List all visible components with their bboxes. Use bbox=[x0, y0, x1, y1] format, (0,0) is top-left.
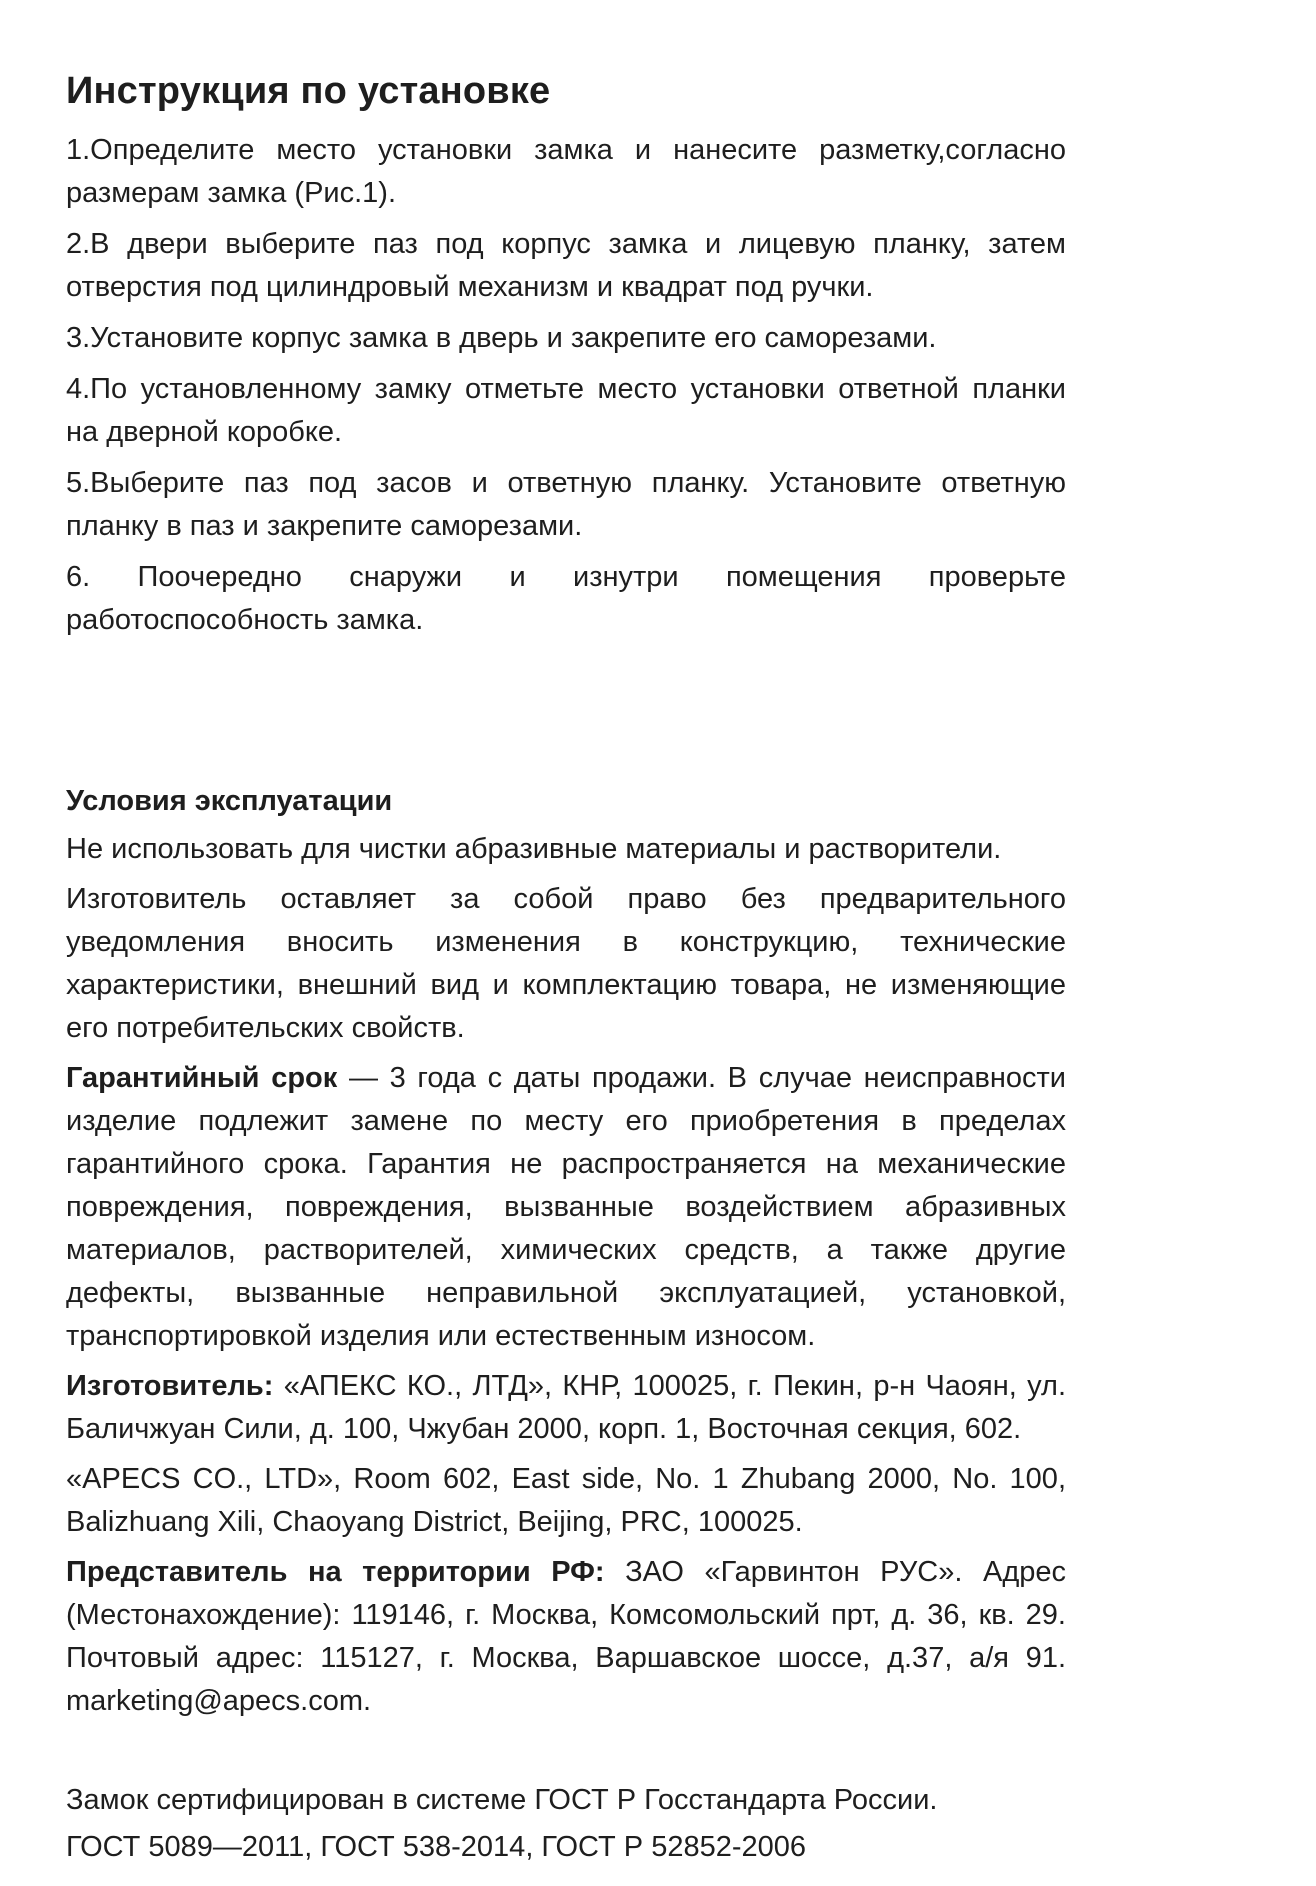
usage-conditions-section bbox=[66, 785, 1066, 1723]
installation-step-2: 2.В двери выберите паз под корпус замка и лицевую планку, затем отверстия под цилиндровый механизм и квадрат под ручки. bbox=[66, 228, 1066, 303]
manufacturer-english-paragraph: «APECS CO., LTD», Room 602, East side, No. 1 Zhubang 2000, No. 100, Balizhuang Xili, Chaoyang District, Beijing, PRC, 100025. bbox=[66, 1463, 1066, 1538]
manufacturer-lead-label: Изготовитель: bbox=[66, 1370, 274, 1402]
manufacturer-paragraph bbox=[66, 1365, 1066, 1451]
installation-steps bbox=[66, 129, 1066, 642]
installation-step-3: 3.Установите корпус замка в дверь и закрепите его саморезами. bbox=[66, 322, 937, 354]
warranty-paragraph bbox=[66, 1057, 1066, 1358]
cleaning-note: Не использовать для чистки абразивные материалы и растворители. bbox=[66, 833, 1002, 865]
installation-step-1: 1.Определите место установки замка и нанесите разметку,согласно размерам замка (Рис.1). bbox=[66, 134, 1066, 209]
gost-standards-line: ГОСТ 5089—2011, ГОСТ 538-2014, ГОСТ Р 52852-2006 bbox=[66, 1831, 807, 1863]
representative-text: ЗАО «Гарвинтон РУС». Адрес (Местонахождение): 119146, г. Москва, Комсомольский прт, д. 36, кв. 29. Почтовый адрес: 115127, г. Москва, Варшавское шоссе, д.37, а/я 91. marketing@apecs.com. bbox=[66, 1556, 1066, 1717]
manufacturer-text: «АПЕКС КО., ЛТД», КНР, 100025, г. Пекин, р-н Чаоян, ул. Баличжуан Сили, д. 100, Чжубан 2000, корп. 1, Восточная секция, 602. bbox=[66, 1370, 1066, 1445]
usage-conditions-heading: Условия эксплуатации bbox=[66, 785, 393, 817]
page-title: Инструкция по установке bbox=[66, 70, 551, 112]
representative-lead-label: Представитель на территории РФ: bbox=[66, 1556, 605, 1588]
certification-block bbox=[66, 1779, 1066, 1869]
warranty-lead-label: Гарантийный срок bbox=[66, 1062, 338, 1094]
installation-step-4: 4.По установленному замку отметьте место установки ответной планки на дверной коробке. bbox=[66, 373, 1066, 448]
certification-line: Замок сертифицирован в системе ГОСТ Р Госстандарта России. bbox=[66, 1784, 938, 1816]
warranty-text: — 3 года с даты продажи. В случае неисправности изделие подлежит замене по месту его приобретения в пределах гарантийного срока. Гарантия не распространяется на механические повреждения, повреждения, вызванные воздействием абразивных материалов, растворителей, химических средств, а также другие дефекты, вызванные неправильной эксплуатацией, установкой, транспортировкой изделия или естественным износом. bbox=[66, 1062, 1066, 1352]
installation-step-5: 5.Выберите паз под засов и ответную планку. Установите ответную планку в паз и закрепите саморезами. bbox=[66, 467, 1066, 542]
changes-disclaimer: Изготовитель оставляет за собой право без предварительного уведомления вносить изменения в конструкцию, технические характеристики, внешний вид и комплектацию товара, не изменяющие его потребительских свойств. bbox=[66, 883, 1066, 1044]
representative-paragraph bbox=[66, 1551, 1066, 1723]
installation-step-6: 6. Поочередно снаружи и изнутри помещения проверьте работоспособность замка. bbox=[66, 561, 1066, 636]
